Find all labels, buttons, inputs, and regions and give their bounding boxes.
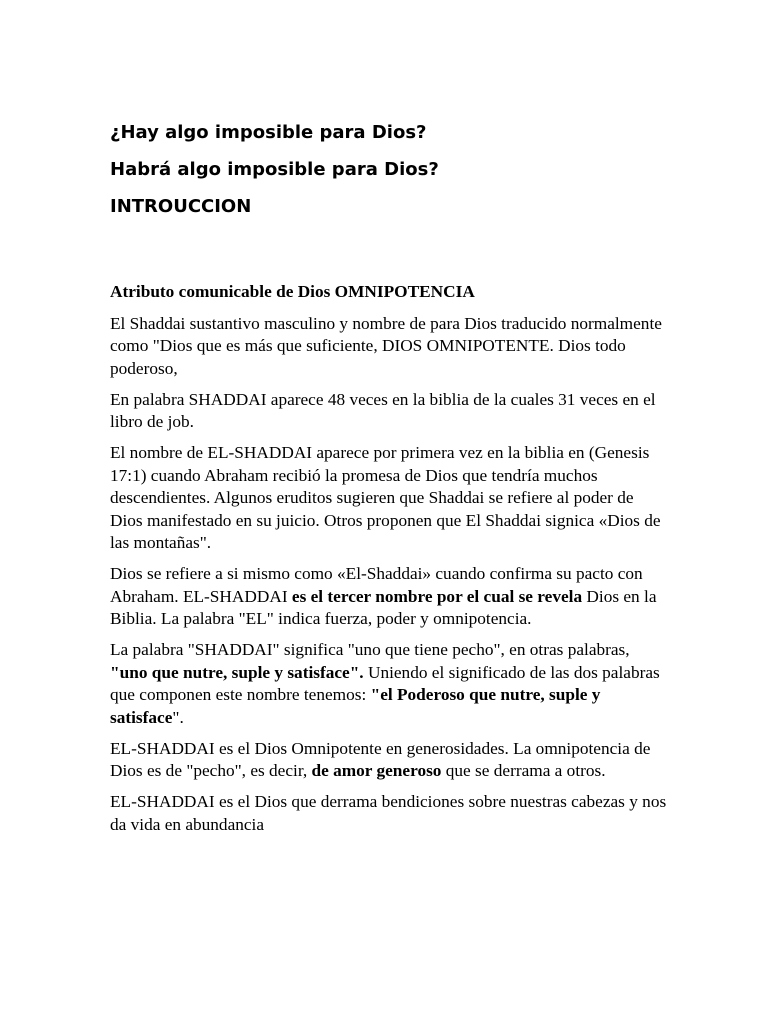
paragraph-emphasis: "el Poderoso que nutre, suple y satisface bbox=[110, 685, 601, 727]
heading-question-1: ¿Hay algo imposible para Dios? bbox=[110, 122, 427, 143]
paragraph-omnipotence-generosity bbox=[110, 738, 670, 783]
paragraph-text: Dios se refiere a si mismo como «El-Shaddai» cuando confirma su pacto con Abraham. EL-SHADDAI bbox=[110, 564, 643, 606]
paragraph-emphasis: "uno que nutre, suple y satisface". bbox=[110, 662, 364, 682]
paragraph-el-shaddai-definition bbox=[110, 313, 670, 381]
paragraph-emphasis: de amor generoso bbox=[311, 761, 442, 780]
paragraph-text: Uniendo el significado de las dos palabras que componen este nombre tenemos: bbox=[110, 662, 660, 704]
paragraph-shaddai-occurrences bbox=[110, 389, 670, 434]
paragraph-text: que se derrama a otros. bbox=[441, 761, 606, 780]
heading-block bbox=[110, 122, 670, 233]
paragraph-blessings bbox=[110, 791, 670, 836]
paragraph-first-appearance bbox=[110, 442, 670, 555]
document-body bbox=[110, 281, 670, 845]
paragraph-text: El nombre de EL-SHADDAI aparece por primera vez en la biblia en (Genesis 17:1) cuando Abraham recibió la promesa de Dios que tendría muchos descendientes. Algunos eruditos sugieren que Shaddai se refiere al poder de Dios manifestado en su juicio. Otros proponen que El Shaddai signica «Dios de las montañas". bbox=[110, 443, 661, 552]
heading-question-2: Habrá algo imposible para Dios? bbox=[110, 159, 439, 180]
paragraph-text: ". bbox=[172, 707, 184, 727]
paragraph-text: En palabra SHADDAI aparece 48 veces en la biblia de la cuales 31 veces en el libro de job. bbox=[110, 389, 656, 431]
paragraph-emphasis: es el tercer nombre por el cual se revela bbox=[291, 586, 583, 606]
paragraph-shaddai-meaning bbox=[110, 639, 670, 729]
paragraph-text: La palabra "SHADDAI" significa "uno que tiene pecho", en otras palabras, bbox=[110, 640, 630, 659]
paragraph-text: EL-SHADDAI es el Dios que derrama bendiciones sobre nuestras cabezas y nos da vida en abundancia bbox=[110, 792, 667, 834]
heading-introduction: INTROUCCION bbox=[110, 196, 252, 217]
paragraph-text: Dios en la Biblia. La palabra "EL" indica fuerza, poder y omnipotencia. bbox=[110, 586, 657, 628]
paragraph-text: El Shaddai sustantivo masculino y nombre de para Dios traducido normalmente como "Dios que es más que suficiente, DIOS OMNIPOTENTE. Dios todo poderoso, bbox=[110, 313, 662, 378]
section-subtitle: Atributo comunicable de Dios OMNIPOTENCIA bbox=[110, 282, 475, 301]
paragraph-covenant-abraham bbox=[110, 563, 670, 631]
paragraph-text: EL-SHADDAI es el Dios Omnipotente en generosidades. La omnipotencia de Dios es de "pecho", es decir, bbox=[110, 738, 651, 780]
